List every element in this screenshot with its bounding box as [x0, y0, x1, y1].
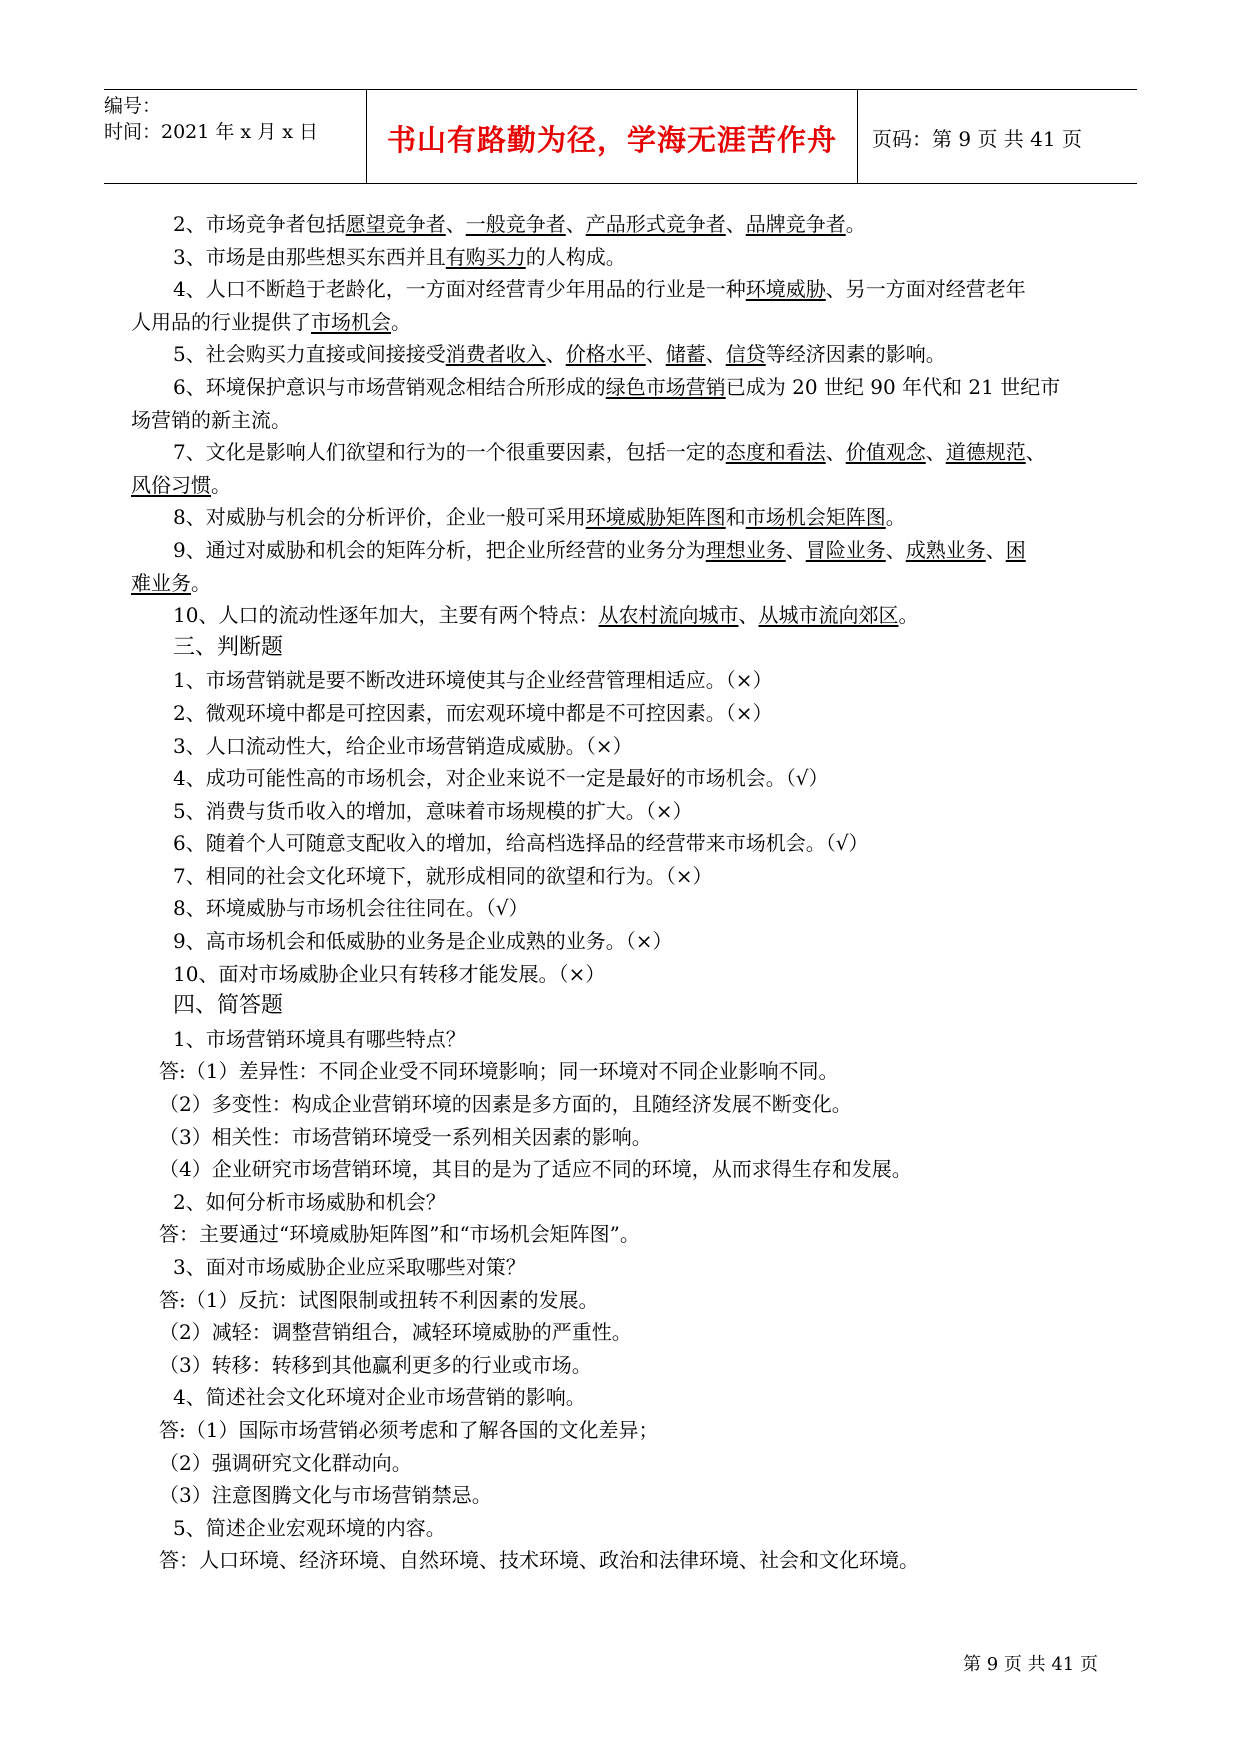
item-text: 10、人口的流动性逐年加大，主要有两个特点：	[173, 603, 599, 628]
blank-item-4	[131, 273, 1117, 306]
answer-blank: 从农村流向城市	[598, 603, 739, 628]
document-time-label: 时间：2021 年 x 月 x 日	[104, 121, 318, 143]
item-text: 、	[545, 342, 566, 367]
question-line: 4、简述社会文化环境对企业市场营销的影响。	[173, 1385, 586, 1410]
item-text: 。	[885, 505, 906, 530]
item-text: 4、人口不断趋于老龄化，一方面对经营青少年用品的行业是一种	[173, 277, 746, 302]
judgement-item: 10、面对市场威胁企业只有转移才能发展。（×）	[173, 961, 606, 986]
item-text: 、	[785, 537, 806, 562]
answer-blank: 愿望竞争者	[345, 212, 446, 236]
answer-blank: 价格水平	[565, 342, 646, 367]
answer-blank: 市场机会	[311, 309, 391, 334]
answer-blank: 风俗习惯	[131, 472, 211, 497]
item-text: 和	[725, 505, 746, 530]
item-text: 场营销的新主流。	[131, 407, 291, 432]
answer-blank: 有购买力	[445, 244, 526, 269]
item-text: 等经济因素的影响。	[765, 342, 946, 367]
answer-blank: 市场机会矩阵图	[745, 505, 886, 530]
blank-item-4-cont	[131, 306, 1117, 339]
item-text: 、	[645, 342, 666, 367]
item-text: 9、通过对威胁和机会的矩阵分析，把企业所经营的业务分为	[173, 537, 706, 562]
answer-line: （3）相关性：市场营销环境受一系列相关因素的影响。	[159, 1124, 652, 1149]
item-text: 8、对威胁与机会的分析评价，企业一般可采用	[173, 505, 586, 530]
answer-blank: 消费者收入	[445, 342, 546, 367]
item-text: 、	[738, 603, 759, 628]
blank-item-6	[131, 371, 1117, 404]
answer-blank: 态度和看法	[725, 440, 826, 465]
blank-item-7	[131, 436, 1117, 469]
answer-line: 答：人口环境、经济环境、自然环境、技术环境、政治和法律环境、社会和文化环境。	[159, 1548, 919, 1573]
answer-line: （2）强调研究文化群动向。	[159, 1450, 412, 1475]
answer-line: 答:（1）差异性：不同企业受不同环境影响；同一环境对不同企业影响不同。	[159, 1059, 839, 1084]
answer-line: （2）多变性：构成企业营销环境的因素是多方面的，且随经济发展不断变化。	[159, 1092, 852, 1117]
item-text: 。	[191, 570, 211, 595]
item-text: 、	[825, 440, 846, 465]
item-text: 5、社会购买力直接或间接接受	[173, 342, 446, 367]
question-line: 5、简述企业宏观环境的内容。	[173, 1515, 446, 1540]
item-text: 、	[925, 440, 946, 465]
document-body	[131, 208, 1117, 1577]
answer-blank: 品牌竞争者	[745, 212, 846, 236]
item-text: 、	[725, 212, 746, 236]
item-text: 的人构成。	[525, 244, 626, 269]
item-text: 、	[705, 342, 726, 367]
answer-blank: 价值观念	[845, 440, 926, 465]
item-text: 。	[845, 212, 866, 236]
item-text: 、	[885, 537, 906, 562]
answer-line: 答：主要通过“环境威胁矩阵图”和“市场机会矩阵图”。	[159, 1222, 640, 1247]
answer-blank: 环境威胁	[745, 277, 826, 302]
answer-line: （3）注意图腾文化与市场营销禁忌。	[159, 1483, 492, 1508]
answer-line: （2）减轻：调整营销组合，减轻环境威胁的严重性。	[159, 1320, 632, 1345]
section-title-short-answer: 四、简答题	[173, 993, 284, 1019]
answer-line: （3）转移：转移到其他赢利更多的行业或市场。	[159, 1352, 592, 1377]
answer-blank: 产品形式竞争者	[585, 212, 726, 236]
question-line: 3、面对市场威胁企业应采取哪些对策？	[173, 1255, 526, 1279]
judgement-item: 2、微观环境中都是可控因素，而宏观环境中都是不可控因素。（×）	[173, 700, 773, 725]
judgement-item: 3、人口流动性大，给企业市场营销造成威胁。（×）	[173, 733, 633, 758]
motto-text: 书山有路勤为径，学海无涯苦作舟	[386, 123, 837, 157]
header-info-cell	[104, 90, 367, 183]
item-text: 。	[211, 472, 231, 497]
item-text: 、	[1025, 440, 1046, 465]
blank-item-9-cont	[131, 567, 1117, 600]
item-text: 3、市场是由那些想买东西并且	[173, 244, 446, 269]
judgement-item: 1、市场营销就是要不断改进环境使其与企业经营管理相适应。（×）	[173, 668, 773, 693]
blank-item-8	[131, 501, 1117, 534]
item-text: 、另一方面对经营老年	[825, 277, 1026, 302]
blank-item-6-cont	[131, 404, 1117, 437]
answer-blank: 成熟业务	[905, 537, 986, 562]
answer-blank: 冒险业务	[805, 537, 886, 562]
item-text: 6、环境保护意识与市场营销观念相结合所形成的	[173, 374, 606, 399]
page-header-table	[104, 89, 1137, 184]
blank-item-3	[131, 241, 1117, 274]
answer-blank: 信贷	[725, 342, 766, 367]
item-text: 。	[898, 603, 919, 628]
blank-item-7-cont	[131, 469, 1117, 502]
blank-item-2	[131, 208, 1117, 241]
answer-blank: 储蓄	[665, 342, 706, 367]
answer-blank: 绿色市场营销	[605, 374, 726, 399]
page-footer-number: 第 9 页 共 41 页	[963, 1654, 1098, 1675]
answer-blank: 一般竞争者	[465, 212, 566, 236]
answer-line: 答:（1）国际市场营销必须考虑和了解各国的文化差异；	[159, 1417, 659, 1442]
question-line: 2、如何分析市场威胁和机会？	[173, 1189, 446, 1214]
judgement-item: 9、高市场机会和低威胁的业务是企业成熟的业务。（×）	[173, 929, 673, 954]
item-text: 7、文化是影响人们欲望和行为的一个很重要因素，包括一定的	[173, 440, 726, 465]
answer-blank: 理想业务	[705, 537, 786, 562]
blank-item-9	[131, 534, 1117, 567]
answer-blank: 难业务	[131, 570, 191, 595]
item-text: 、	[985, 537, 1006, 562]
judgement-item: 4、成功可能性高的市场机会，对企业来说不一定是最好的市场机会。（√）	[173, 766, 829, 791]
blank-item-10	[131, 599, 1117, 632]
judgement-item: 6、随着个人可随意支配收入的增加，给高档选择品的经营带来市场机会。（√）	[173, 831, 869, 856]
judgement-item: 7、相同的社会文化环境下，就形成相同的欲望和行为。（×）	[173, 863, 713, 888]
answer-blank: 环境威胁矩阵图	[585, 505, 726, 530]
item-text: 、	[445, 212, 466, 236]
header-page-cell	[858, 90, 1137, 183]
blank-item-5	[131, 338, 1117, 371]
item-text: 已成为 20 世纪 90 年代和 21 世纪市	[725, 374, 1061, 399]
section-title-judgement: 三、判断题	[173, 634, 284, 660]
answer-line: 答:（1）反抗：试图限制或扭转不利因素的发展。	[159, 1287, 599, 1312]
judgement-item: 8、环境威胁与市场机会往往同在。（√）	[173, 896, 529, 921]
question-line: 1、市场营销环境具有哪些特点？	[173, 1026, 466, 1051]
header-motto-cell	[367, 90, 858, 183]
item-text: 人用品的行业提供了	[131, 309, 311, 334]
item-text: 、	[565, 212, 586, 236]
answer-blank: 道德规范	[945, 440, 1026, 465]
answer-line: （4）企业研究市场营销环境，其目的是为了适应不同的环境，从而求得生存和发展。	[159, 1157, 912, 1182]
judgement-item: 5、消费与货币收入的增加，意味着市场规模的扩大。（×）	[173, 798, 693, 823]
document-number-label: 编号：	[104, 95, 162, 117]
answer-blank: 困	[1005, 537, 1026, 562]
item-text: 2、市场竞争者包括	[173, 212, 346, 236]
item-text: 。	[391, 309, 411, 334]
answer-blank: 从城市流向郊区	[758, 603, 899, 628]
header-page-number: 页码：第 9 页 共 41 页	[872, 127, 1082, 151]
